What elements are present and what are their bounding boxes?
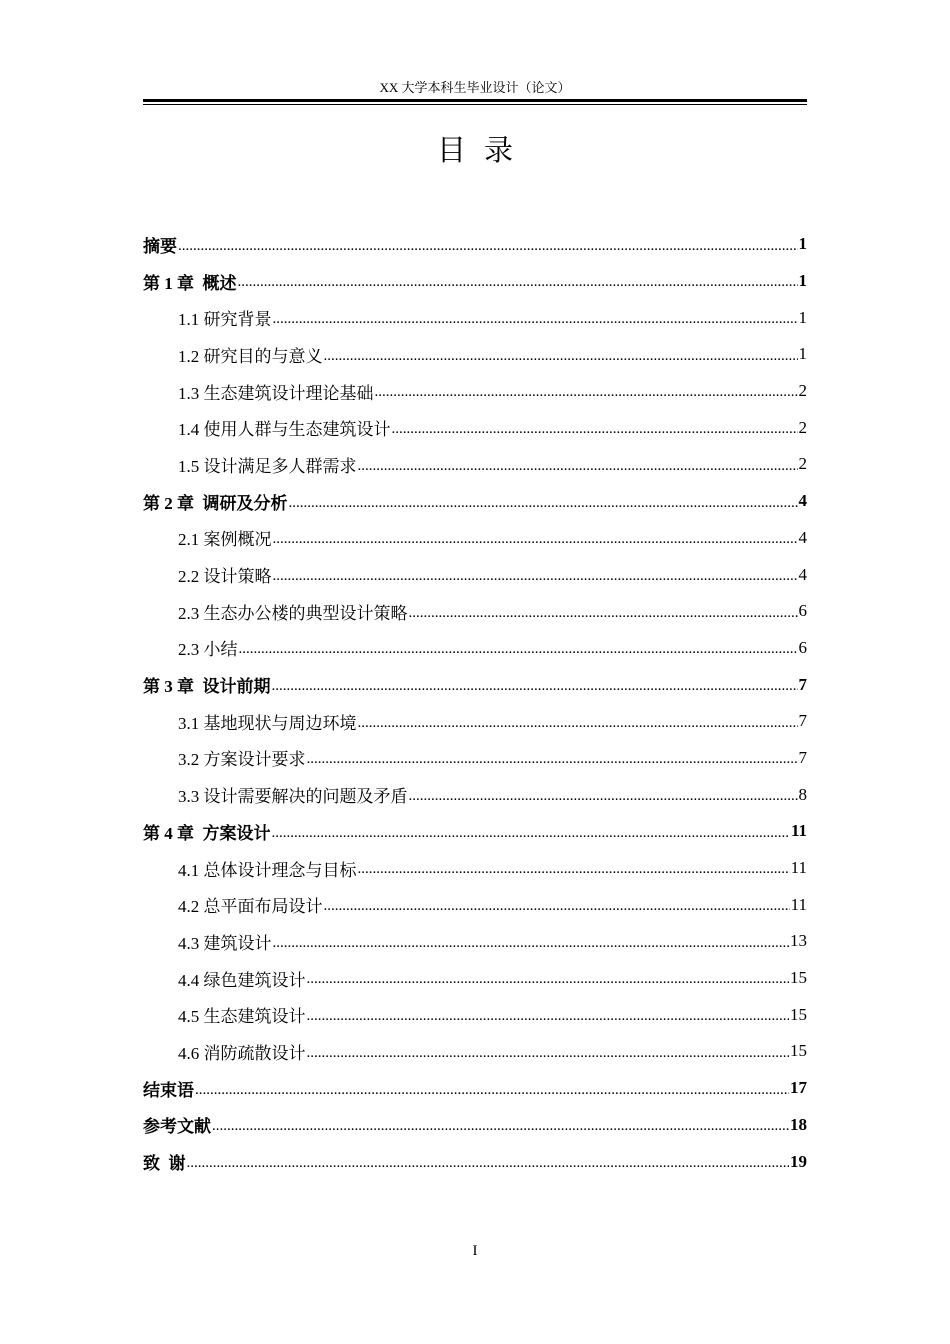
- toc-section-entry[interactable]: [143, 593, 807, 630]
- toc-entry-title: 3.2 方案设计要求: [178, 750, 306, 770]
- toc-dot-leader: [324, 349, 798, 373]
- toc-dot-leader: [409, 606, 798, 630]
- toc-chapter-entry[interactable]: [143, 263, 807, 300]
- toc-entry-page: 2: [798, 417, 807, 437]
- toc-dot-leader: [358, 459, 798, 483]
- toc-entry-title: 参考文献: [143, 1117, 211, 1137]
- toc-section-entry[interactable]: [143, 446, 807, 483]
- toc-dot-leader: [324, 899, 790, 923]
- toc-entry-title: 2.3 小结: [178, 640, 238, 660]
- toc-dot-leader: [272, 826, 790, 850]
- toc-entry-page: 15: [790, 968, 807, 988]
- toc-entry-title: 第 3 章 设计前期: [143, 677, 271, 697]
- toc-section-entry[interactable]: [143, 850, 807, 887]
- toc-entry-page: 11: [790, 821, 807, 841]
- toc-dot-leader: [212, 1119, 789, 1143]
- toc-chapter-entry[interactable]: [143, 813, 807, 850]
- toc-entry-page: 2: [798, 454, 807, 474]
- toc-section-entry[interactable]: [143, 1033, 807, 1070]
- toc-dot-leader: [273, 532, 798, 556]
- toc-dot-leader: [238, 275, 798, 299]
- toc-section-entry[interactable]: [143, 960, 807, 997]
- toc-dot-leader: [273, 936, 790, 960]
- toc-dot-leader: [195, 1083, 789, 1107]
- toc-dot-leader: [307, 1046, 790, 1070]
- toc-entry-page: 6: [798, 637, 807, 657]
- toc-entry-title: 1.4 使用人群与生态建筑设计: [178, 420, 391, 440]
- toc-dot-leader: [375, 385, 798, 409]
- toc-entry-page: 1: [798, 271, 807, 291]
- toc-entry-page: 8: [798, 784, 807, 804]
- toc-entry-page: 2: [798, 381, 807, 401]
- toc-dot-leader: [187, 1156, 790, 1180]
- toc-dot-leader: [409, 789, 798, 813]
- toc-entry-page: 19: [790, 1151, 807, 1171]
- toc-entry-page: 7: [798, 747, 807, 767]
- toc-section-entry[interactable]: [143, 409, 807, 446]
- toc-entry-page: 4: [798, 527, 807, 547]
- toc-entry-page: 4: [798, 564, 807, 584]
- toc-entry-title: 结束语: [143, 1080, 194, 1100]
- toc-entry-title: 第 1 章 概述: [143, 273, 237, 293]
- toc-entry-title: 致 谢: [143, 1154, 186, 1174]
- toc-section-entry[interactable]: [143, 886, 807, 923]
- toc-entry-page: 11: [790, 894, 807, 914]
- toc-entry-page: 7: [798, 711, 807, 731]
- toc-entry-title: 4.3 建筑设计: [178, 933, 272, 953]
- toc-dot-leader: [239, 642, 798, 666]
- toc-dot-leader: [178, 239, 798, 263]
- toc-section-entry[interactable]: [143, 703, 807, 740]
- toc-chapter-entry[interactable]: [143, 1143, 807, 1180]
- toc-entry-title: 4.2 总平面布局设计: [178, 897, 323, 917]
- toc-section-entry[interactable]: [143, 996, 807, 1033]
- toc-dot-leader: [307, 752, 798, 776]
- toc-entry-title: 3.3 设计需要解决的问题及矛盾: [178, 787, 408, 807]
- toc-chapter-entry[interactable]: [143, 226, 807, 263]
- table-of-contents: [143, 226, 807, 1180]
- toc-section-entry[interactable]: [143, 740, 807, 777]
- toc-section-entry[interactable]: [143, 520, 807, 557]
- page-title: 目录: [436, 133, 531, 167]
- toc-entry-title: 2.2 设计策略: [178, 567, 272, 587]
- toc-section-entry[interactable]: [143, 336, 807, 373]
- toc-dot-leader: [272, 679, 798, 703]
- toc-dot-leader: [358, 716, 798, 740]
- header-rule-thin: [143, 104, 807, 105]
- toc-entry-page: 7: [798, 674, 807, 694]
- toc-section-entry[interactable]: [143, 556, 807, 593]
- toc-entry-page: 18: [790, 1114, 807, 1134]
- toc-entry-title: 摘要: [143, 236, 177, 256]
- toc-chapter-entry[interactable]: [143, 1107, 807, 1144]
- toc-entry-title: 4.6 消防疏散设计: [178, 1043, 306, 1063]
- toc-entry-title: 2.1 案例概况: [178, 530, 272, 550]
- toc-dot-leader: [307, 1009, 790, 1033]
- toc-entry-page: 15: [790, 1004, 807, 1024]
- toc-entry-title: 4.1 总体设计理念与目标: [178, 860, 357, 880]
- toc-section-entry[interactable]: [143, 923, 807, 960]
- toc-entry-title: 1.1 研究背景: [178, 310, 272, 330]
- toc-entry-title: 1.2 研究目的与意义: [178, 346, 323, 366]
- toc-entry-page: 4: [798, 491, 807, 511]
- toc-dot-leader: [273, 569, 798, 593]
- toc-entry-title: 4.4 绿色建筑设计: [178, 970, 306, 990]
- toc-entry-title: 1.5 设计满足多人群需求: [178, 456, 357, 476]
- toc-entry-title: 3.1 基地现状与周边环境: [178, 713, 357, 733]
- toc-chapter-entry[interactable]: [143, 483, 807, 520]
- toc-section-entry[interactable]: [143, 630, 807, 667]
- toc-chapter-entry[interactable]: [143, 666, 807, 703]
- toc-entry-page: 1: [798, 344, 807, 364]
- toc-entry-title: 4.5 生态建筑设计: [178, 1007, 306, 1027]
- toc-dot-leader: [289, 496, 798, 520]
- toc-entry-page: 15: [790, 1041, 807, 1061]
- toc-section-entry[interactable]: [143, 373, 807, 410]
- toc-dot-leader: [392, 422, 798, 446]
- toc-entry-page: 17: [790, 1078, 807, 1098]
- running-header: XX 大学本科生毕业设计（论文）: [379, 80, 571, 95]
- toc-dot-leader: [307, 972, 790, 996]
- toc-entry-page: 13: [790, 931, 807, 951]
- toc-dot-leader: [273, 312, 798, 336]
- toc-section-entry[interactable]: [143, 776, 807, 813]
- toc-chapter-entry[interactable]: [143, 1070, 807, 1107]
- toc-dot-leader: [358, 862, 790, 886]
- toc-entry-title: 2.3 生态办公楼的典型设计策略: [178, 603, 408, 623]
- header-rule-thick: [143, 99, 807, 102]
- toc-entry-page: 6: [798, 601, 807, 621]
- toc-section-entry[interactable]: [143, 299, 807, 336]
- toc-entry-title: 第 2 章 调研及分析: [143, 493, 288, 513]
- toc-entry-page: 1: [798, 234, 807, 254]
- toc-entry-title: 第 4 章 方案设计: [143, 823, 271, 843]
- page-number: I: [472, 1243, 478, 1259]
- toc-entry-page: 1: [798, 307, 807, 327]
- toc-entry-page: 11: [790, 858, 807, 878]
- toc-entry-title: 1.3 生态建筑设计理论基础: [178, 383, 374, 403]
